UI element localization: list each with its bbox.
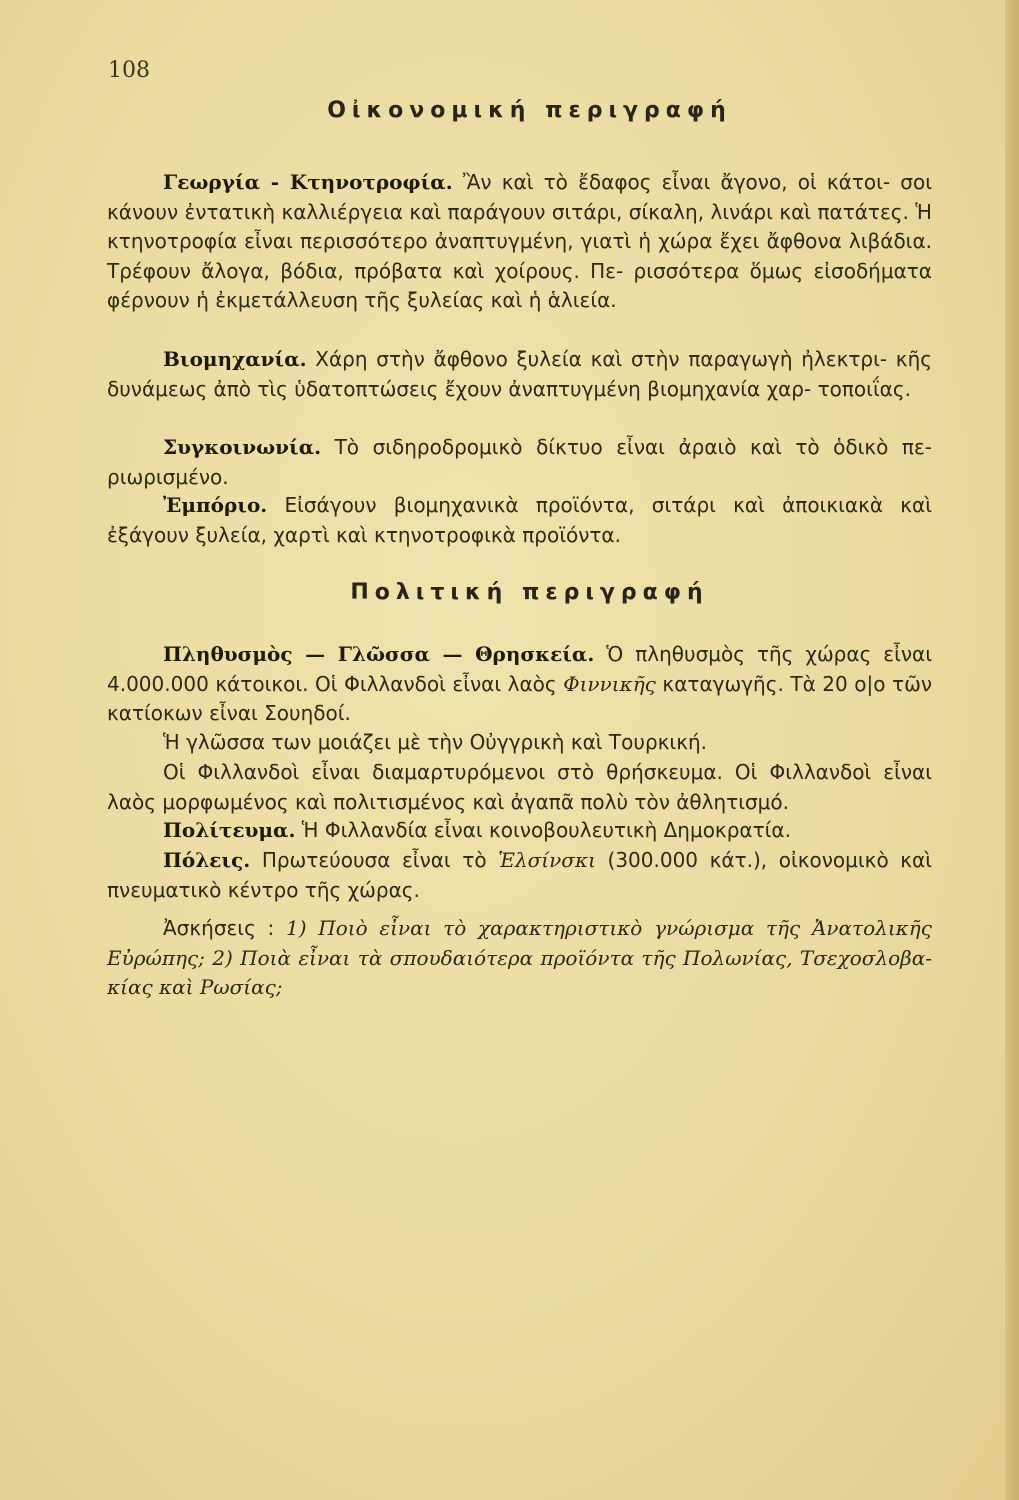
text-trade: Εἰσάγουν βιομηχανικὰ προϊόντα, σιτάρι καὶ ἀποικιακὰ καὶ ἐξάγουν ξυλεία, χαρτὶ καὶ κτηνοτροφικὰ προϊόντα. — [107, 493, 932, 547]
page-number: 108 — [108, 58, 150, 83]
lead-communication: Συγκοινωνία. — [163, 435, 322, 459]
text-government: Ἡ Φιλλανδία εἶναι κοινοβουλευτικὴ Δημοκρατία. — [295, 818, 791, 842]
lead-cities: Πόλεις. — [163, 848, 251, 872]
paragraph-religion: Οἱ Φιλλανδοὶ εἶναι διαμαρτυρόμενοι στὸ θρήσκευμα. Οἱ Φιλλανδοὶ εἶναι λαὸς μορφωμένος καὶ πολιτισμένος καὶ ἀγαπᾶ πολὺ τὸν ἀθλητισμό. — [107, 760, 932, 814]
text-agriculture: Ἂν καὶ τὸ ἔδαφος εἶναι ἄγονο, οἱ κάτοι- σοι κάνουν ἐντατικὴ καλλιέργεια καὶ παράγουν σιτάρι, σίκαλη, λινάρι καὶ πατάτες. Ἡ κτηνοτροφία εἶναι περισσότερο ἀναπτυγμένη, γιατὶ ἡ χώρα ἔχει ἄφθονα λιβάδια. Τρέφουν ἄλογα, βόδια, πρόβατα καὶ χοίρους. Πε- ρισσότερα ὅμως εἰσοδήματα φέρνουν ἡ ἐκμετάλλευση τῆς ξυλείας καὶ ἡ ἁλιεία. — [107, 170, 932, 312]
paragraph-communication — [107, 433, 932, 492]
exercises-text: 1) Ποιὸ εἶναι τὸ χαρακτηριστικὸ γνώρισμα τῆς Ἀνατολικῆς Εὐρώπης; 2) Ποιὰ εἶναι τὰ σπουδαιότερα προϊόντα τῆς Πολωνίας, Τσεχοσλοβα- κίας καὶ Ρωσίας; — [107, 916, 932, 999]
paragraph-exercises — [107, 914, 932, 1003]
text-population-b: καταγωγῆς. Τὰ 20 ο|ο τῶν κατίοκων εἶναι Σουηδοί. — [107, 671, 933, 725]
paragraph-agriculture — [107, 168, 932, 316]
paragraph-industry — [107, 345, 932, 404]
page-edge — [1005, 0, 1019, 1500]
lead-government: Πολίτευμα. — [163, 818, 296, 842]
text-communication: Τὸ σιδηροδρομικὸ δίκτυο εἶναι ἀραιὸ καὶ τὸ ὁδικὸ πε- ριωρισμένο. — [107, 435, 932, 489]
text-cities-b: (300.000 κάτ.), οἰκονομικὸ καὶ πνευματικὸ κέντρο τῆς χώρας. — [107, 848, 933, 902]
paragraph-population — [107, 640, 932, 729]
section-title-political: Πολιτική περιγραφή — [350, 580, 709, 605]
exercises-label: Ἀσκήσεις : — [163, 916, 275, 940]
paragraph-cities — [107, 846, 932, 905]
text-population-a: Ὁ πληθυσμὸς τῆς χώρας εἶναι 4.000.000 κάτοικοι. Οἱ Φιλλανδοὶ εἶναι λαὸς — [107, 642, 932, 696]
text-industry: Χάρη στὴν ἄφθονο ξυλεία καὶ στὴν παραγωγὴ ἠλεκτρι- κῆς δυνάμεως ἀπὸ τὶς ὑδατοπτώσεις ἔχουν ἀναπτυγμένη βιομηχανία χαρ- τοποιΐας. — [107, 347, 932, 401]
paragraph-government — [107, 816, 932, 846]
lead-agriculture: Γεωργία - Κτηνοτροφία. — [163, 170, 453, 194]
paragraph-trade — [107, 491, 932, 550]
text-cities-a: Πρωτεύουσα εἶναι τὸ — [250, 848, 499, 872]
text-cities-em: Ἑλσίνσκι — [498, 848, 596, 872]
paragraph-language: Ἡ γλῶσσα των μοιάζει μὲ τὴν Οὐγγρικὴ καὶ Τουρκική. — [163, 730, 708, 754]
text-population-em: Φιννικῆς — [563, 671, 656, 696]
lead-trade: Ἐμπόριο. — [163, 493, 268, 517]
section-title-economic: Οἰκονομική περιγραφή — [327, 98, 732, 123]
lead-industry: Βιομηχανία. — [163, 347, 307, 371]
lead-population: Πληθυσμὸς — Γλῶσσα — Θρησκεία. — [163, 642, 595, 666]
